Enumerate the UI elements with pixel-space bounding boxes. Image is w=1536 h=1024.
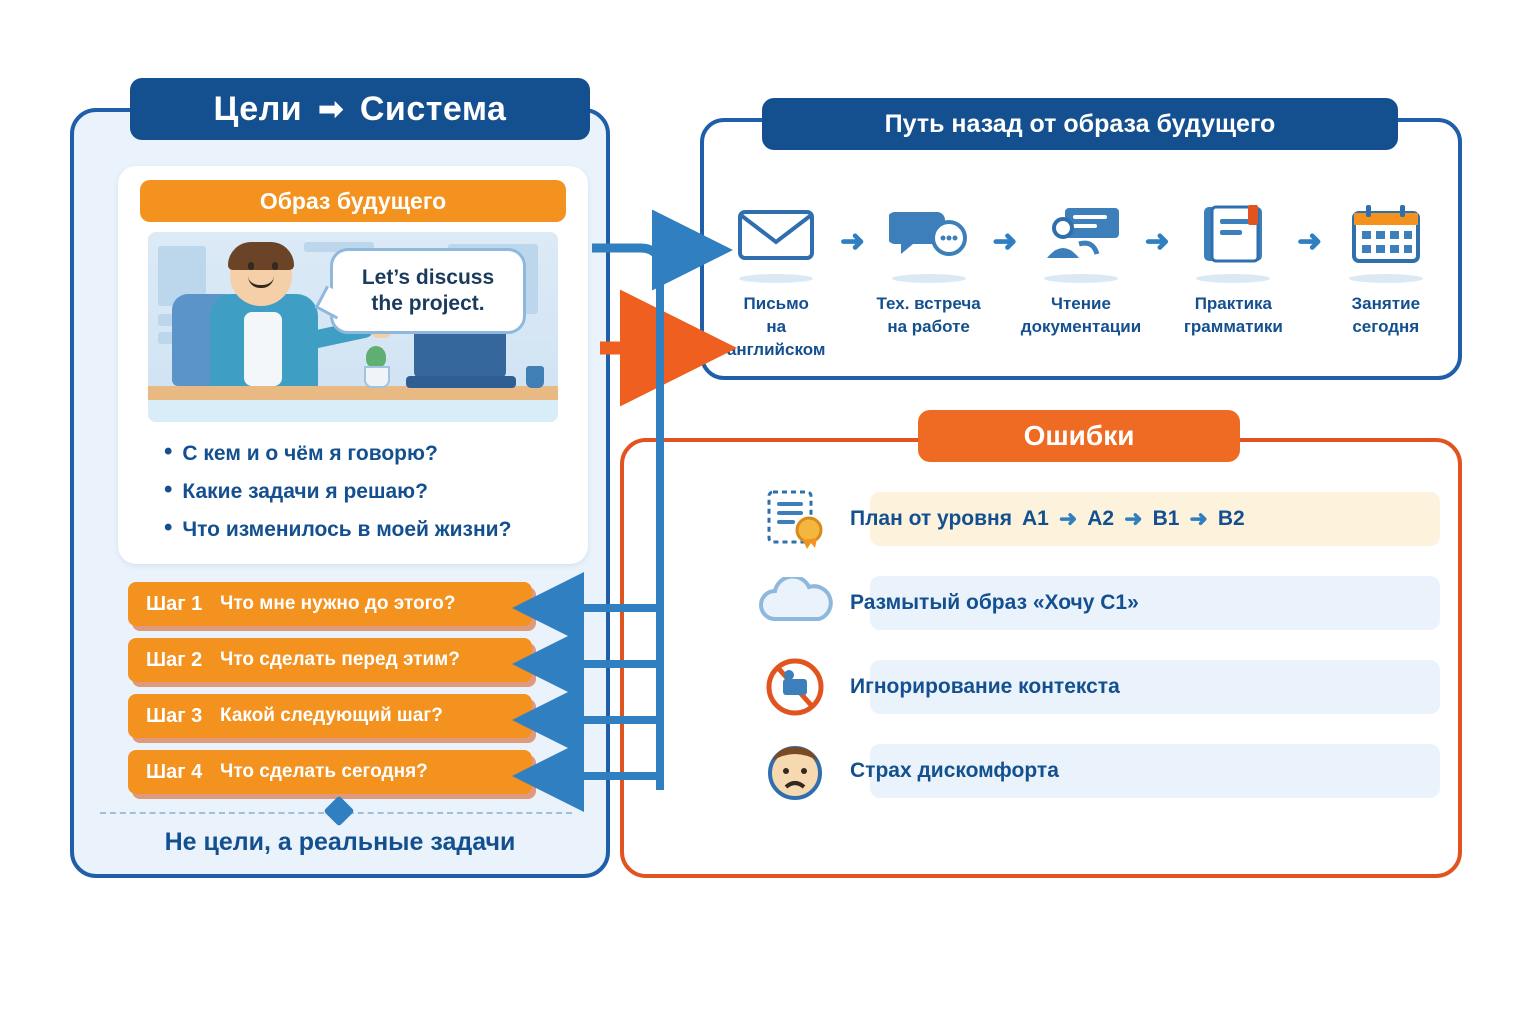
path-label-line2: документации bbox=[1020, 316, 1142, 336]
arrow-right-icon: ➜ bbox=[1144, 225, 1170, 258]
path-step-docs bbox=[1021, 196, 1141, 339]
arrow-right-icon: ➡ bbox=[318, 92, 344, 126]
mistakes-list bbox=[740, 492, 1440, 828]
step-text: Что сделать сегодня? bbox=[220, 761, 428, 782]
no-entry-icon bbox=[740, 657, 850, 717]
sad-face-icon bbox=[740, 741, 850, 801]
question-text: С кем и о чём я говорю? bbox=[182, 442, 438, 465]
level-a2: A2 bbox=[1087, 507, 1115, 530]
speech-bubble bbox=[330, 248, 526, 334]
backward-path-title: Путь назад от образа будущего bbox=[762, 98, 1398, 150]
desk bbox=[148, 386, 558, 400]
question-text: Какие задачи я решаю? bbox=[182, 480, 428, 503]
step-number: Шаг 2 bbox=[146, 648, 203, 671]
future-image-card bbox=[118, 166, 588, 564]
step-text: Что сделать перед этим? bbox=[220, 649, 460, 670]
step-row bbox=[128, 694, 532, 738]
bullet-icon: • bbox=[164, 438, 173, 465]
level-b2: B2 bbox=[1217, 507, 1245, 530]
path-step-letter bbox=[716, 196, 836, 362]
presenter-icon bbox=[1039, 196, 1123, 272]
plan-prefix: План от уровня bbox=[850, 507, 1012, 530]
path-label-line1: Письмо bbox=[743, 294, 809, 313]
step-text: Какой следующий шаг? bbox=[220, 705, 443, 726]
mistakes-title: Ошибки bbox=[918, 410, 1240, 462]
arrow-right-icon: ➜ bbox=[1058, 506, 1078, 531]
mistake-row-vague bbox=[740, 576, 1440, 630]
path-label-line1: Тех. встреча bbox=[876, 294, 981, 313]
bubble-line-1: Let’s discuss bbox=[361, 265, 495, 289]
level-b1: B1 bbox=[1152, 507, 1180, 530]
arrow-right-icon: ➜ bbox=[839, 225, 865, 258]
question-item bbox=[164, 438, 564, 466]
title-goals-label: Цели bbox=[213, 89, 303, 128]
book-icon bbox=[1191, 196, 1275, 272]
mistake-text-context: Игнорирование контекста bbox=[850, 675, 1120, 698]
question-item bbox=[164, 514, 564, 542]
question-text: Что изменилось в моей жизни? bbox=[182, 518, 512, 541]
mistake-text-fear: Страх дискомфорта bbox=[850, 759, 1059, 782]
question-item bbox=[164, 476, 564, 504]
path-label-line1: Занятие bbox=[1351, 294, 1421, 313]
cup-icon bbox=[526, 366, 544, 388]
bubble-line-2: the project. bbox=[371, 292, 485, 315]
path-step-meeting bbox=[868, 196, 988, 339]
path-label-line2: грамматики bbox=[1183, 316, 1283, 336]
mistake-row-context bbox=[740, 660, 1440, 714]
arrow-right-icon: ➜ bbox=[1189, 506, 1208, 531]
path-label-line2: на английском bbox=[726, 316, 826, 359]
path-label-line1: Чтение bbox=[1051, 294, 1111, 313]
arrow-right-icon: ➜ bbox=[1297, 225, 1323, 258]
step-number: Шаг 1 bbox=[146, 592, 203, 615]
plant-icon bbox=[366, 346, 386, 368]
envelope-icon bbox=[734, 196, 818, 272]
arrow-right-icon: ➜ bbox=[992, 225, 1018, 258]
step-number: Шаг 4 bbox=[146, 760, 203, 783]
questions-list bbox=[164, 438, 564, 556]
level-a1: A1 bbox=[1021, 507, 1049, 530]
calendar-icon bbox=[1344, 196, 1428, 272]
mistake-row-plan bbox=[740, 492, 1440, 546]
bullet-icon: • bbox=[164, 476, 173, 503]
mistake-text-plan bbox=[850, 506, 1245, 532]
path-step-lesson bbox=[1326, 196, 1446, 339]
speech-bubbles-icon bbox=[887, 196, 971, 272]
certificate-icon bbox=[740, 489, 850, 549]
step-row bbox=[128, 582, 532, 626]
path-step-grammar bbox=[1173, 196, 1293, 339]
step-row bbox=[128, 750, 532, 794]
step-number: Шаг 3 bbox=[146, 704, 203, 727]
mistake-row-fear bbox=[740, 744, 1440, 798]
path-label-line2: на работе bbox=[887, 316, 970, 336]
title-system-label: Система bbox=[359, 89, 507, 128]
backward-path-steps bbox=[716, 196, 1446, 362]
path-label-line1: Практика bbox=[1194, 294, 1273, 313]
bullet-icon: • bbox=[164, 514, 173, 541]
step-text: Что мне нужно до этого? bbox=[220, 593, 456, 614]
arrow-right-icon: ➜ bbox=[1124, 506, 1143, 531]
path-label-line2: сегодня bbox=[1352, 316, 1420, 336]
steps-list bbox=[128, 582, 532, 806]
mistake-text-vague: Размытый образ «Хочу C1» bbox=[850, 591, 1139, 614]
goals-to-system-title bbox=[130, 78, 590, 140]
future-image-header: Образ будущего bbox=[140, 180, 566, 222]
left-footnote: Не цели, а реальные задачи bbox=[164, 828, 516, 856]
cloud-icon bbox=[740, 573, 850, 633]
step-row bbox=[128, 638, 532, 682]
